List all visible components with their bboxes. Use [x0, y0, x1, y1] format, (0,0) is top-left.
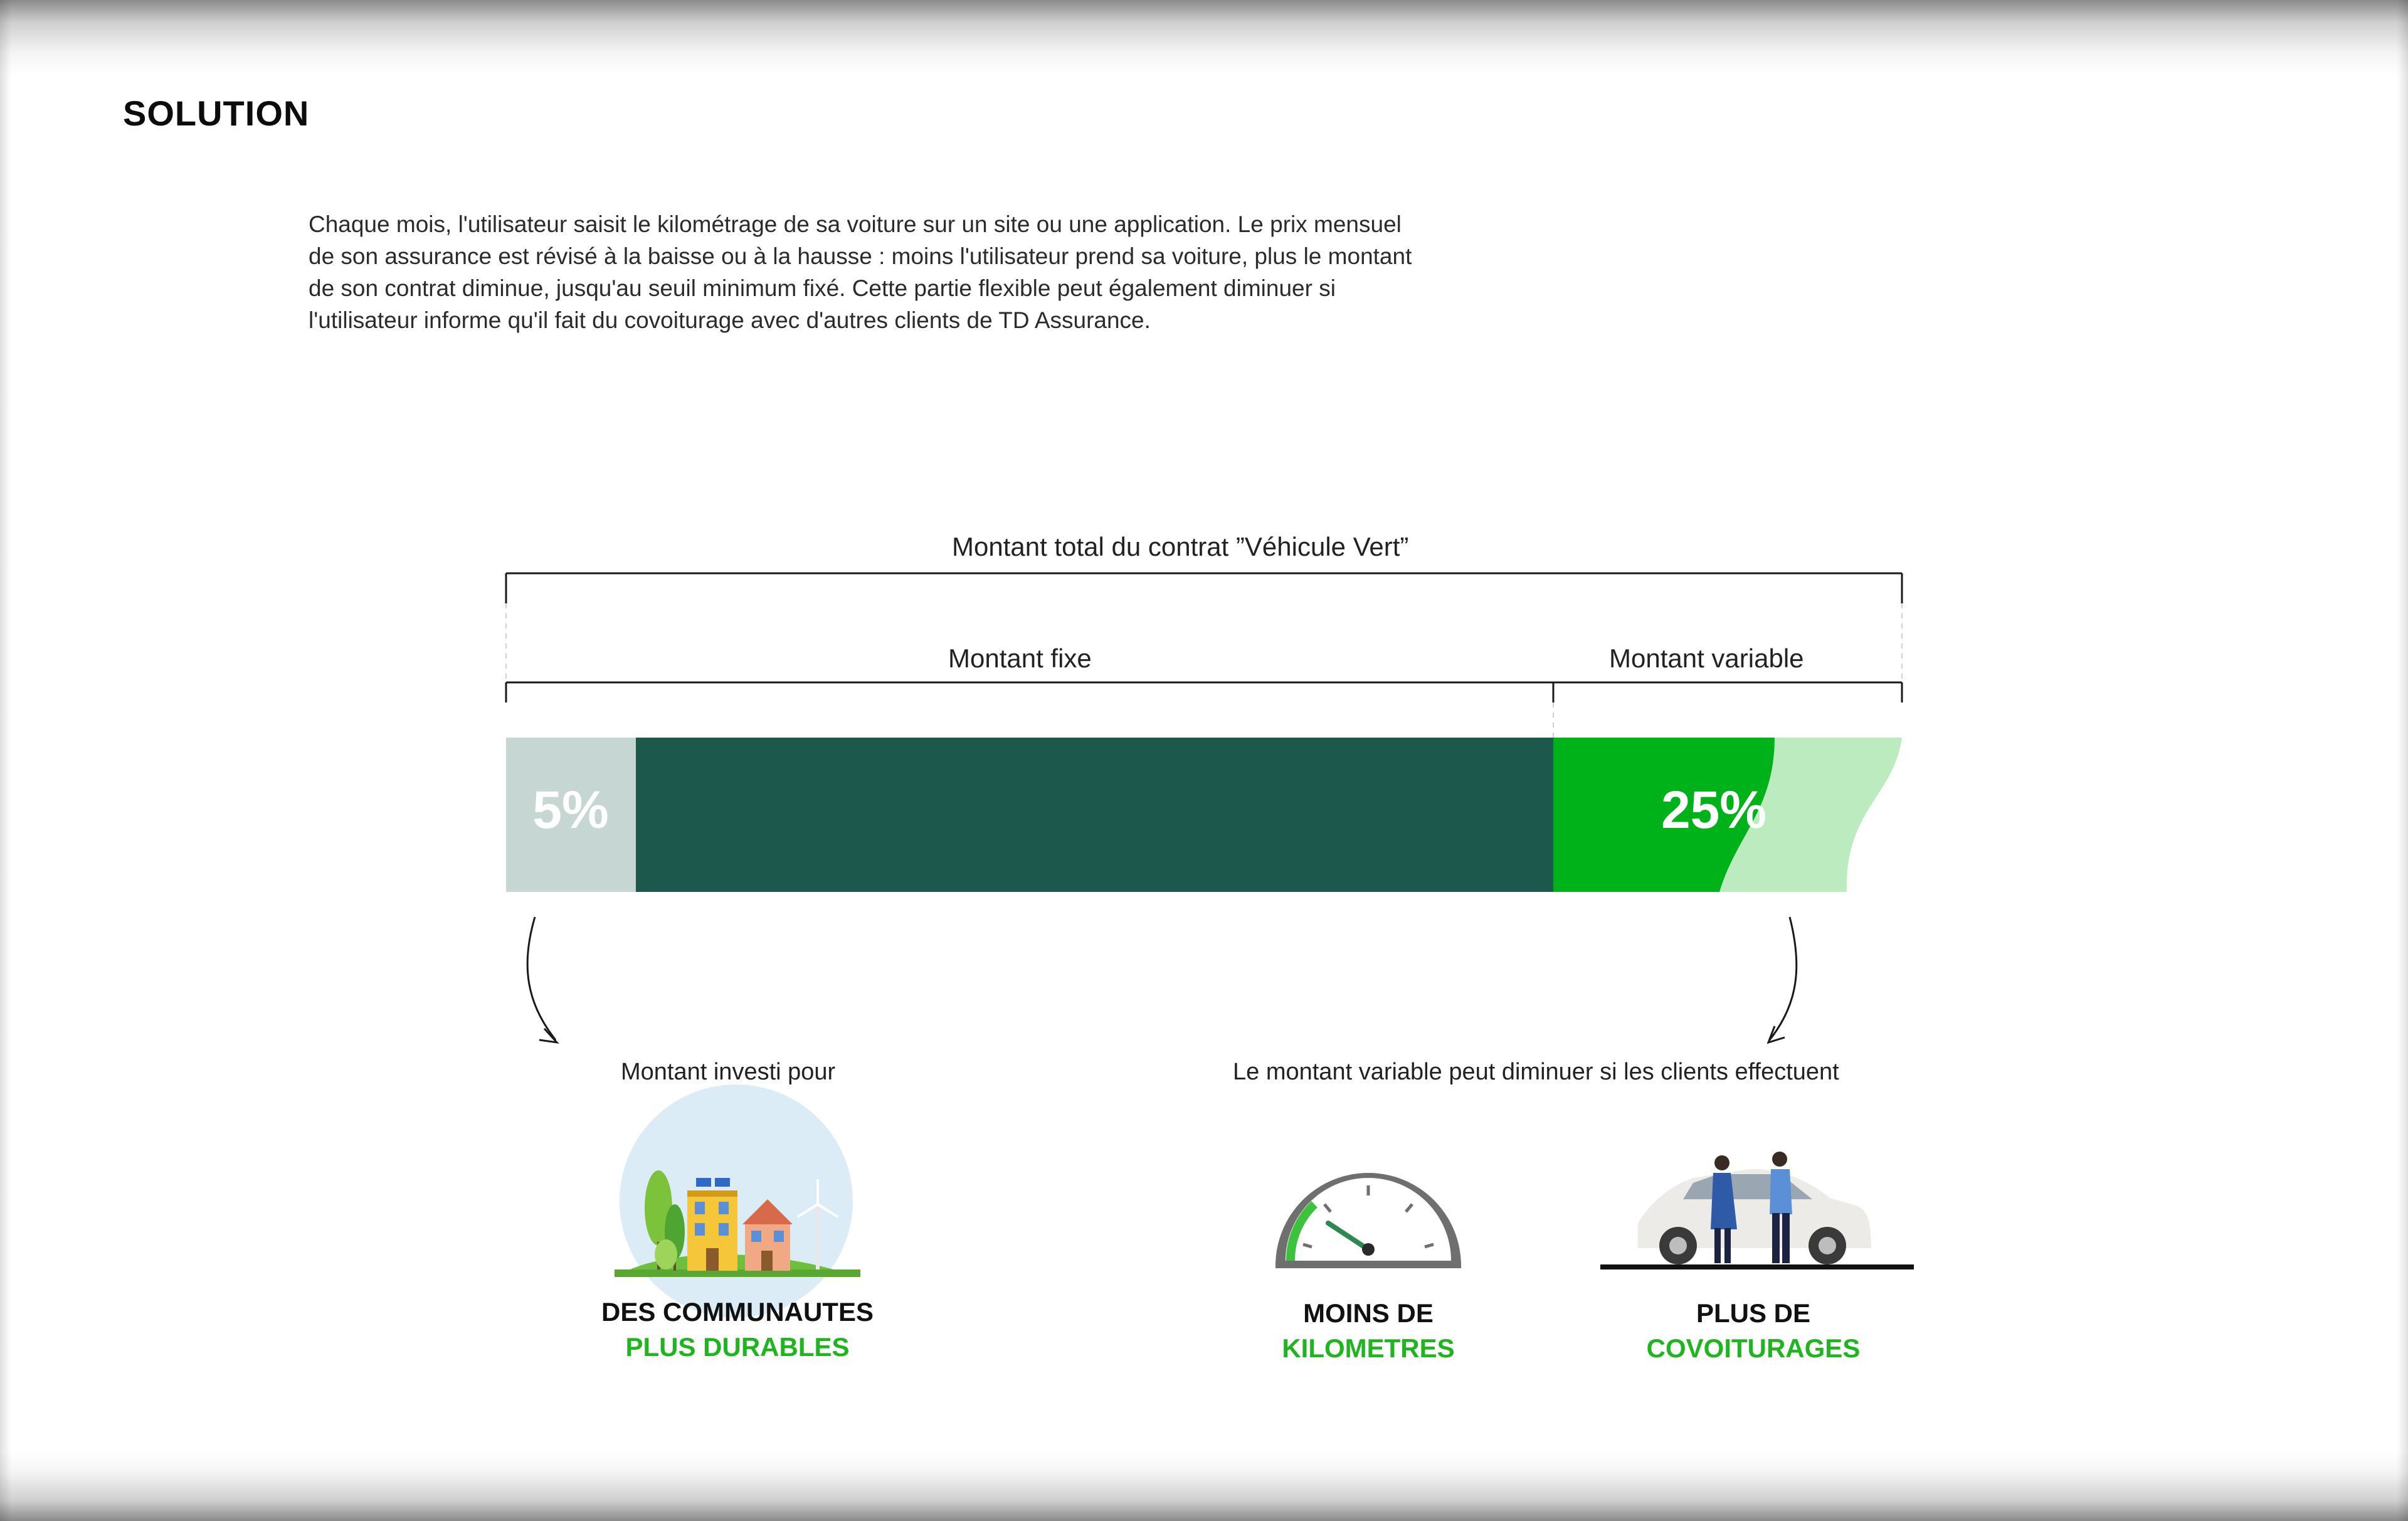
carpool-caption	[1597, 1296, 1910, 1366]
invest-percent: 5%	[532, 780, 609, 839]
km-caption	[1212, 1296, 1525, 1366]
km-caption-line1: MOINS DE	[1303, 1298, 1434, 1328]
variable-note: Le montant variable peut diminuer si les clients effectuent	[1233, 1059, 1839, 1085]
total-bracket	[506, 573, 1902, 603]
left-curve-arrow	[527, 917, 557, 1042]
fixed-amount-label: Montant fixe	[948, 644, 1092, 673]
segment-bracket	[506, 682, 1902, 702]
community-caption-line1: DES COMMUNAUTES	[601, 1297, 874, 1327]
total-contract-label: Montant total du contrat ”Véhicule Vert”	[952, 532, 1409, 561]
km-caption-line2: KILOMETRES	[1282, 1333, 1455, 1363]
carpool-car-icon	[1600, 1152, 1914, 1269]
houses-village-icon	[615, 1084, 860, 1318]
community-caption-line2: PLUS DURABLES	[625, 1332, 850, 1362]
speedometer-icon	[1275, 1173, 1461, 1268]
intro-paragraph: Chaque mois, l'utilisateur saisit le kilométrage de sa voiture sur un site ou une application. Le prix mensuel de son assurance est révisé à la baisse ou à la hausse : moins l'utilisateur prend sa voiture, plus le montant de son contrat diminue, jusqu'au seuil minimum fixé. Cette partie flexible peut également diminuer si l'utilisateur informe qu'il fait du covoiturage avec d'autres clients de TD Assurance.	[309, 211, 1412, 333]
variable-percent: 25%	[1661, 780, 1767, 839]
community-caption	[568, 1295, 907, 1365]
variable-amount-label: Montant variable	[1609, 644, 1804, 673]
right-curve-arrow	[1768, 917, 1797, 1042]
carpool-caption-line1: PLUS DE	[1696, 1298, 1811, 1328]
page-title: SOLUTION	[123, 93, 310, 133]
invest-label: Montant investi pour	[621, 1059, 836, 1085]
carpool-caption-line2: COVOITURAGES	[1646, 1333, 1861, 1363]
fixed-segment	[636, 738, 1553, 892]
